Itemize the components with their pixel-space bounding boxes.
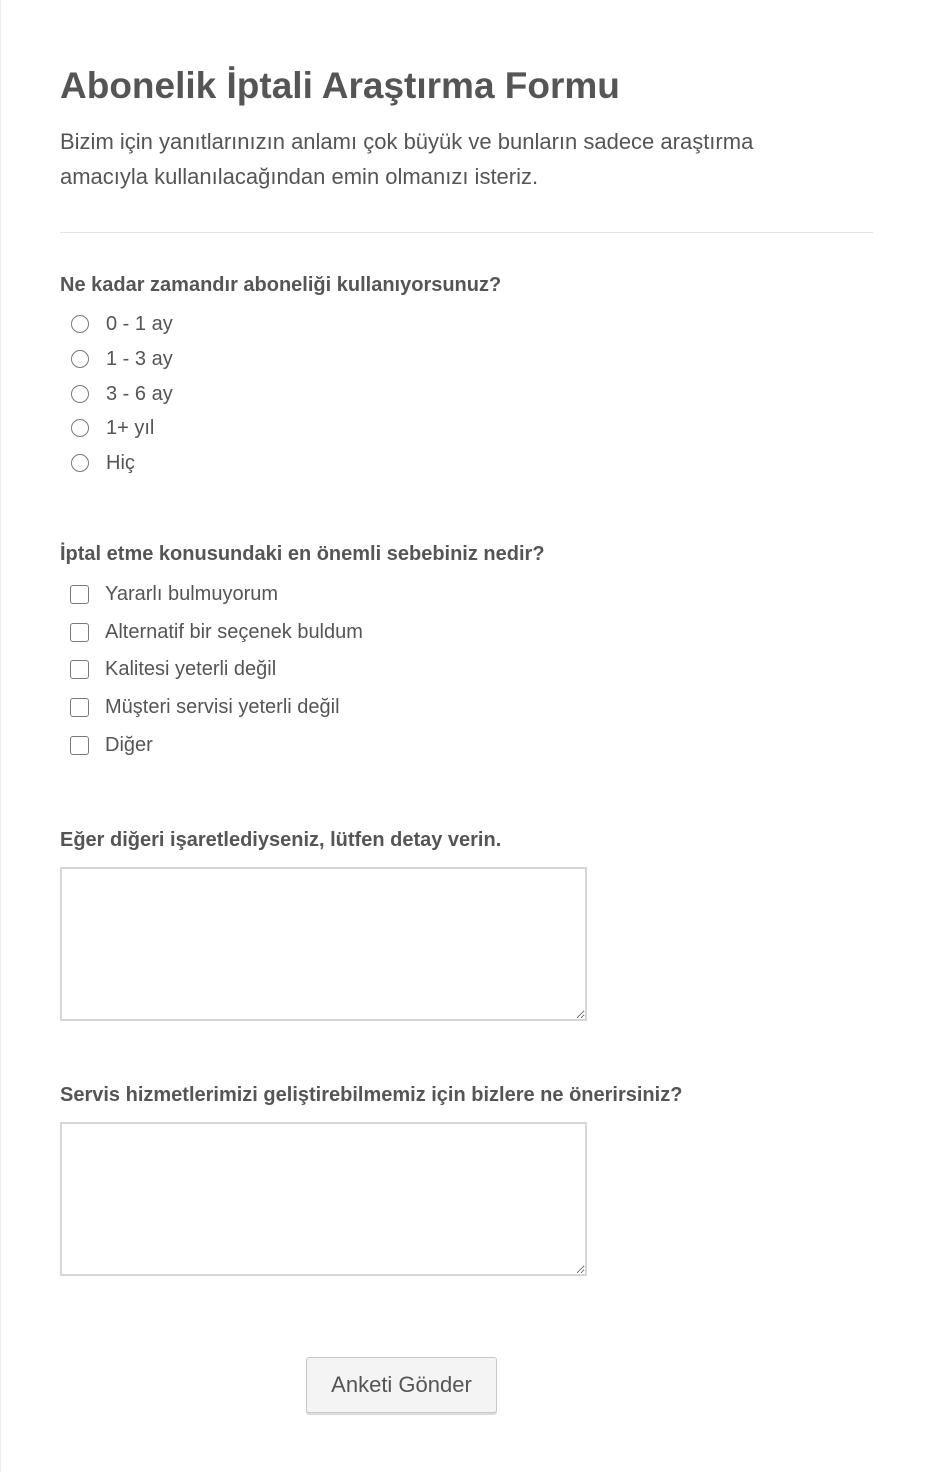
- radio-option-3-6-ay[interactable]: [60, 379, 173, 409]
- question-label: Servis hizmetlerimizi geliştirebilmemiz için bizlere ne önerirsiniz?: [60, 1084, 683, 1106]
- radio-button[interactable]: [71, 350, 89, 368]
- form-description: Bizim için yanıtlarınızın anlamı çok büyük ve bunların sadece araştırma amacıyla kullanılacağından emin olmanızı isteriz.: [60, 129, 754, 189]
- divider: [60, 232, 873, 233]
- option-label: Müşteri servisi yeterli değil: [105, 695, 340, 718]
- checkbox-option-diger[interactable]: [60, 730, 153, 760]
- option-label: Hiç: [106, 451, 135, 474]
- option-label: 1+ yıl: [106, 416, 155, 439]
- checkbox[interactable]: [70, 660, 89, 679]
- other-detail-textarea[interactable]: [60, 867, 587, 1021]
- radio-option-hic[interactable]: [60, 448, 135, 478]
- radio-button[interactable]: [71, 385, 89, 403]
- option-label: Kalitesi yeterli değil: [105, 657, 277, 680]
- checkbox-option-kalitesi[interactable]: [60, 654, 276, 684]
- question-label: Eğer diğeri işaretlediyseniz, lütfen detay verin.: [60, 829, 502, 851]
- option-label: Alternatif bir seçenek buldum: [105, 620, 363, 643]
- page-title: Abonelik İptali Araştırma Formu: [60, 65, 620, 106]
- option-label: 0 - 1 ay: [106, 312, 173, 335]
- suggestions-textarea[interactable]: [60, 1122, 587, 1276]
- radio-option-1-plus-yil[interactable]: [60, 413, 154, 443]
- radio-button[interactable]: [71, 454, 89, 472]
- option-label: 1 - 3 ay: [106, 347, 173, 370]
- checkbox[interactable]: [70, 623, 89, 642]
- question-label: İptal etme konusundaki en önemli sebebiniz nedir?: [60, 543, 545, 565]
- checkbox[interactable]: [70, 698, 89, 717]
- radio-option-0-1-ay[interactable]: [60, 309, 173, 339]
- option-label: Yararlı bulmuyorum: [105, 582, 279, 605]
- checkbox-option-alternatif[interactable]: [60, 617, 363, 647]
- submit-survey-button[interactable]: Anketi Gönder: [306, 1357, 497, 1413]
- radio-option-1-3-ay[interactable]: [60, 344, 173, 374]
- checkbox-option-yararli-bulmuyorum[interactable]: [60, 579, 278, 609]
- checkbox-option-musteri-servisi[interactable]: [60, 692, 340, 722]
- radio-button[interactable]: [71, 419, 89, 437]
- option-label: Diğer: [105, 733, 153, 756]
- question-label: Ne kadar zamandır aboneliği kullanıyorsunuz?: [60, 274, 502, 296]
- radio-button[interactable]: [71, 315, 89, 333]
- checkbox[interactable]: [70, 736, 89, 755]
- checkbox[interactable]: [70, 585, 89, 604]
- option-label: 3 - 6 ay: [106, 382, 173, 405]
